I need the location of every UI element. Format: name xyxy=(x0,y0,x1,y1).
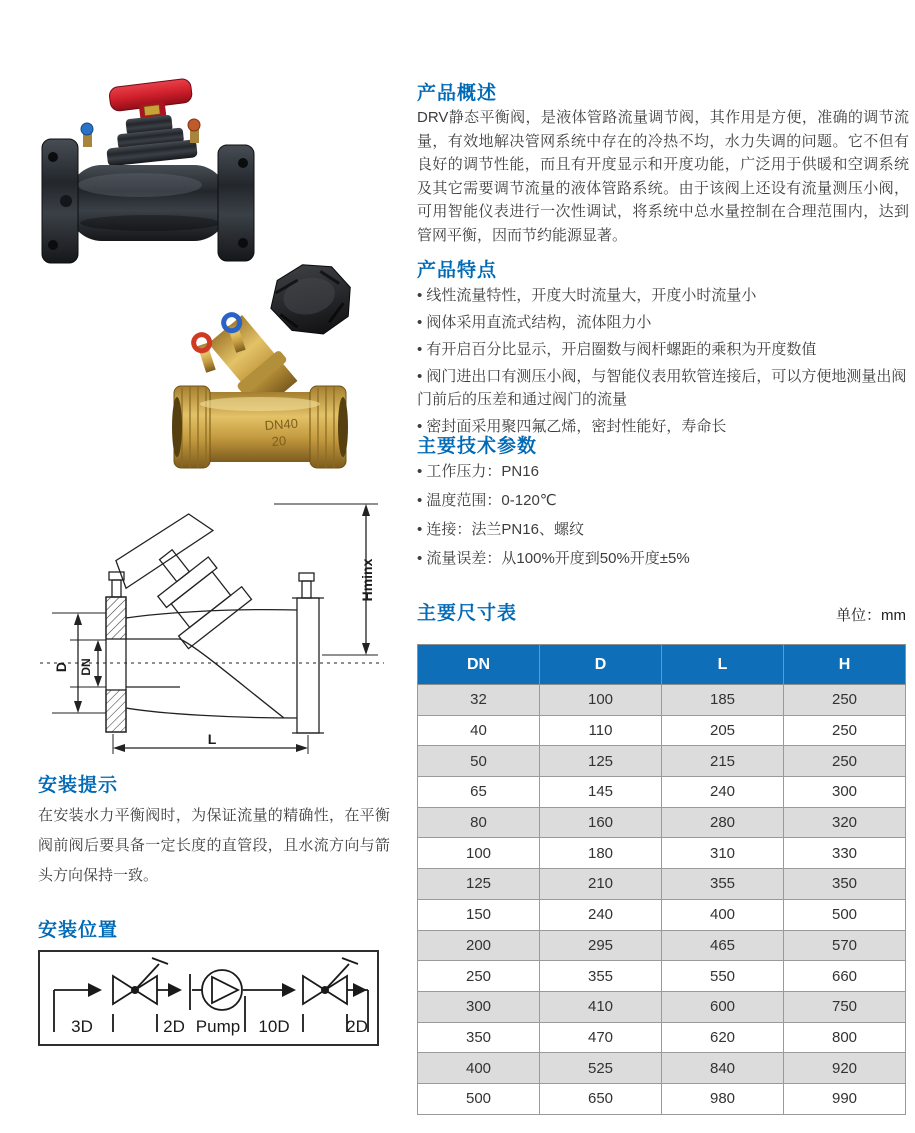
dims-table xyxy=(417,644,906,1115)
dim-label-d: D xyxy=(53,661,69,673)
table-cell: 100 xyxy=(540,685,662,716)
table-cell: 100 xyxy=(418,838,540,869)
overview-title: 产品概述 xyxy=(417,83,498,104)
table-cell: 400 xyxy=(662,899,784,930)
table-cell: 185 xyxy=(662,685,784,716)
table-cell: 205 xyxy=(662,715,784,746)
col-header-dn: DN xyxy=(418,645,540,685)
right-thread-end xyxy=(310,386,348,468)
dimension-drawing-svg xyxy=(22,482,400,764)
table-cell: 470 xyxy=(540,1022,662,1053)
table-cell: 570 xyxy=(784,930,906,961)
table-cell: 300 xyxy=(418,991,540,1022)
bullet-item: • 温度范围：0-120℃ xyxy=(417,489,909,512)
table-row-dn-40 xyxy=(418,715,906,746)
table-cell: 310 xyxy=(662,838,784,869)
table-cell: 620 xyxy=(662,1022,784,1053)
left-thread-end xyxy=(172,386,210,468)
table-cell: 300 xyxy=(784,777,906,808)
diagram-label-3d: 3D xyxy=(71,1017,93,1036)
table-cell: 650 xyxy=(540,1083,662,1114)
left-flange xyxy=(42,139,78,263)
table-row-dn-80 xyxy=(418,807,906,838)
table-cell: 990 xyxy=(784,1083,906,1114)
iron-valve-illustration xyxy=(30,73,270,268)
table-cell: 750 xyxy=(784,991,906,1022)
brass-valve-illustration xyxy=(160,252,360,474)
dims-table-body xyxy=(418,685,906,1115)
emboss-text-line2: 20 xyxy=(271,433,287,449)
col-header-l: L xyxy=(662,645,784,685)
diagram-label-2d-1: 2D xyxy=(163,1017,185,1036)
table-cell: 250 xyxy=(784,746,906,777)
table-row-dn-250 xyxy=(418,961,906,992)
table-cell: 250 xyxy=(784,715,906,746)
col-header-d: D xyxy=(540,645,662,685)
table-row-dn-500 xyxy=(418,1083,906,1114)
table-cell: 500 xyxy=(784,899,906,930)
bullet-item: • 阀体采用直流式结构，流体阻力小 xyxy=(417,311,909,334)
table-row-dn-125 xyxy=(418,869,906,900)
table-cell: 215 xyxy=(662,746,784,777)
table-row-dn-65 xyxy=(418,777,906,808)
diagram-label-10d: 10D xyxy=(258,1017,290,1036)
table-cell: 240 xyxy=(662,777,784,808)
iron-valve-photo xyxy=(30,73,270,268)
table-cell: 200 xyxy=(418,930,540,961)
table-row-dn-50 xyxy=(418,746,906,777)
table-cell: 500 xyxy=(418,1083,540,1114)
table-cell: 660 xyxy=(784,961,906,992)
dims-table-head xyxy=(418,645,906,685)
install-tip-title: 安装提示 xyxy=(38,775,119,796)
dimension-drawing xyxy=(22,482,400,764)
table-cell: 600 xyxy=(662,991,784,1022)
table-cell: 350 xyxy=(418,1022,540,1053)
black-knob xyxy=(263,256,358,343)
bullet-item: • 连接：法兰PN16、螺纹 xyxy=(417,518,909,541)
table-cell: 320 xyxy=(784,807,906,838)
bullet-item: • 流量误差：从100%开度到50%开度±5% xyxy=(417,547,909,570)
table-cell: 330 xyxy=(784,838,906,869)
table-cell: 980 xyxy=(662,1083,784,1114)
table-cell: 920 xyxy=(784,1053,906,1084)
table-cell: 65 xyxy=(418,777,540,808)
table-cell: 125 xyxy=(418,869,540,900)
tech-title: 主要技术参数 xyxy=(417,436,538,457)
bullet-item: • 密封面采用聚四氟乙烯，密封性能好，寿命长 xyxy=(417,415,909,438)
table-cell: 160 xyxy=(540,807,662,838)
table-cell: 350 xyxy=(784,869,906,900)
right-flange xyxy=(218,145,254,261)
install-tip-body: 在安装水力平衡阀时，为保证流量的精确性，在平衡阀前阀后要具备一定长度的直管段，且水流方向与箭头方向保持一致。 xyxy=(38,807,390,884)
table-cell: 110 xyxy=(540,715,662,746)
bullet-item: • 线性流量特性，开度大时流量大，开度小时流量小 xyxy=(417,284,909,307)
table-cell: 295 xyxy=(540,930,662,961)
brass-valve-photo xyxy=(160,252,360,474)
table-cell: 355 xyxy=(662,869,784,900)
dim-label-dn: DN xyxy=(79,658,93,676)
installation-diagram-svg xyxy=(40,952,373,1040)
tech-list xyxy=(417,460,909,576)
table-cell: 400 xyxy=(418,1053,540,1084)
table-row-dn-150 xyxy=(418,899,906,930)
emboss-text-line1: DN40 xyxy=(264,415,299,433)
overview-body: DRV静态平衡阀，是液体管路流量调节阀，其作用是方便，准确的调节流量，有效地解决管网系统中存在的冷热不均，水力失调的问题。它不但有良好的调节性能，而且有开度显示和开度功能，广泛用于供暖和空调系统及其它需要调节流量的液体管路系统。由于该阀上还设有流量测压小阀，可用智能仪表进行一次性调试，将系统中总水量控制在合理范围内，达到管网平衡，因而节约能源显著。 xyxy=(417,109,909,244)
test-port-red xyxy=(188,119,200,143)
installation-diagram xyxy=(38,950,379,1046)
table-cell: 125 xyxy=(540,746,662,777)
table-row-dn-350 xyxy=(418,1022,906,1053)
table-cell: 210 xyxy=(540,869,662,900)
diagram-label-2d-2: 2D xyxy=(346,1017,368,1036)
table-cell: 465 xyxy=(662,930,784,961)
table-cell: 80 xyxy=(418,807,540,838)
unit-label: 单位：mm xyxy=(836,607,906,624)
table-cell: 550 xyxy=(662,961,784,992)
table-cell: 50 xyxy=(418,746,540,777)
table-cell: 180 xyxy=(540,838,662,869)
table-cell: 250 xyxy=(418,961,540,992)
diagram-label-pump: Pump xyxy=(195,1017,241,1036)
table-cell: 525 xyxy=(540,1053,662,1084)
bullet-item: • 有开启百分比显示，开启圈数与阀杆螺距的乘积为开度数值 xyxy=(417,338,909,361)
test-port-blue xyxy=(81,123,93,147)
bullet-item: • 阀门进出口有测压小阀，与智能仪表用软管连接后，可以方便地测量出阀门前后的压差和通过阀门的流量 xyxy=(417,365,909,411)
table-cell: 240 xyxy=(540,899,662,930)
table-cell: 250 xyxy=(784,685,906,716)
dims-table-header-row xyxy=(418,645,906,685)
valve-bonnet xyxy=(104,112,198,166)
install-pos-title: 安装位置 xyxy=(38,920,119,941)
dims-title: 主要尺寸表 xyxy=(417,603,518,624)
table-cell: 280 xyxy=(662,807,784,838)
table-cell: 840 xyxy=(662,1053,784,1084)
table-row-dn-32 xyxy=(418,685,906,716)
table-row-dn-200 xyxy=(418,930,906,961)
table-cell: 40 xyxy=(418,715,540,746)
table-row-dn-400 xyxy=(418,1053,906,1084)
table-cell: 145 xyxy=(540,777,662,808)
bullet-item: • 工作压力：PN16 xyxy=(417,460,909,483)
dim-label-hminx: Hminx xyxy=(359,558,375,602)
table-cell: 32 xyxy=(418,685,540,716)
features-list xyxy=(417,284,909,442)
dims-header-row xyxy=(417,598,906,625)
dim-label-l: L xyxy=(207,731,217,747)
table-cell: 355 xyxy=(540,961,662,992)
table-row-dn-100 xyxy=(418,838,906,869)
features-title: 产品特点 xyxy=(417,260,498,281)
table-cell: 410 xyxy=(540,991,662,1022)
col-header-h: H xyxy=(784,645,906,685)
table-cell: 800 xyxy=(784,1022,906,1053)
table-row-dn-300 xyxy=(418,991,906,1022)
table-cell: 150 xyxy=(418,899,540,930)
